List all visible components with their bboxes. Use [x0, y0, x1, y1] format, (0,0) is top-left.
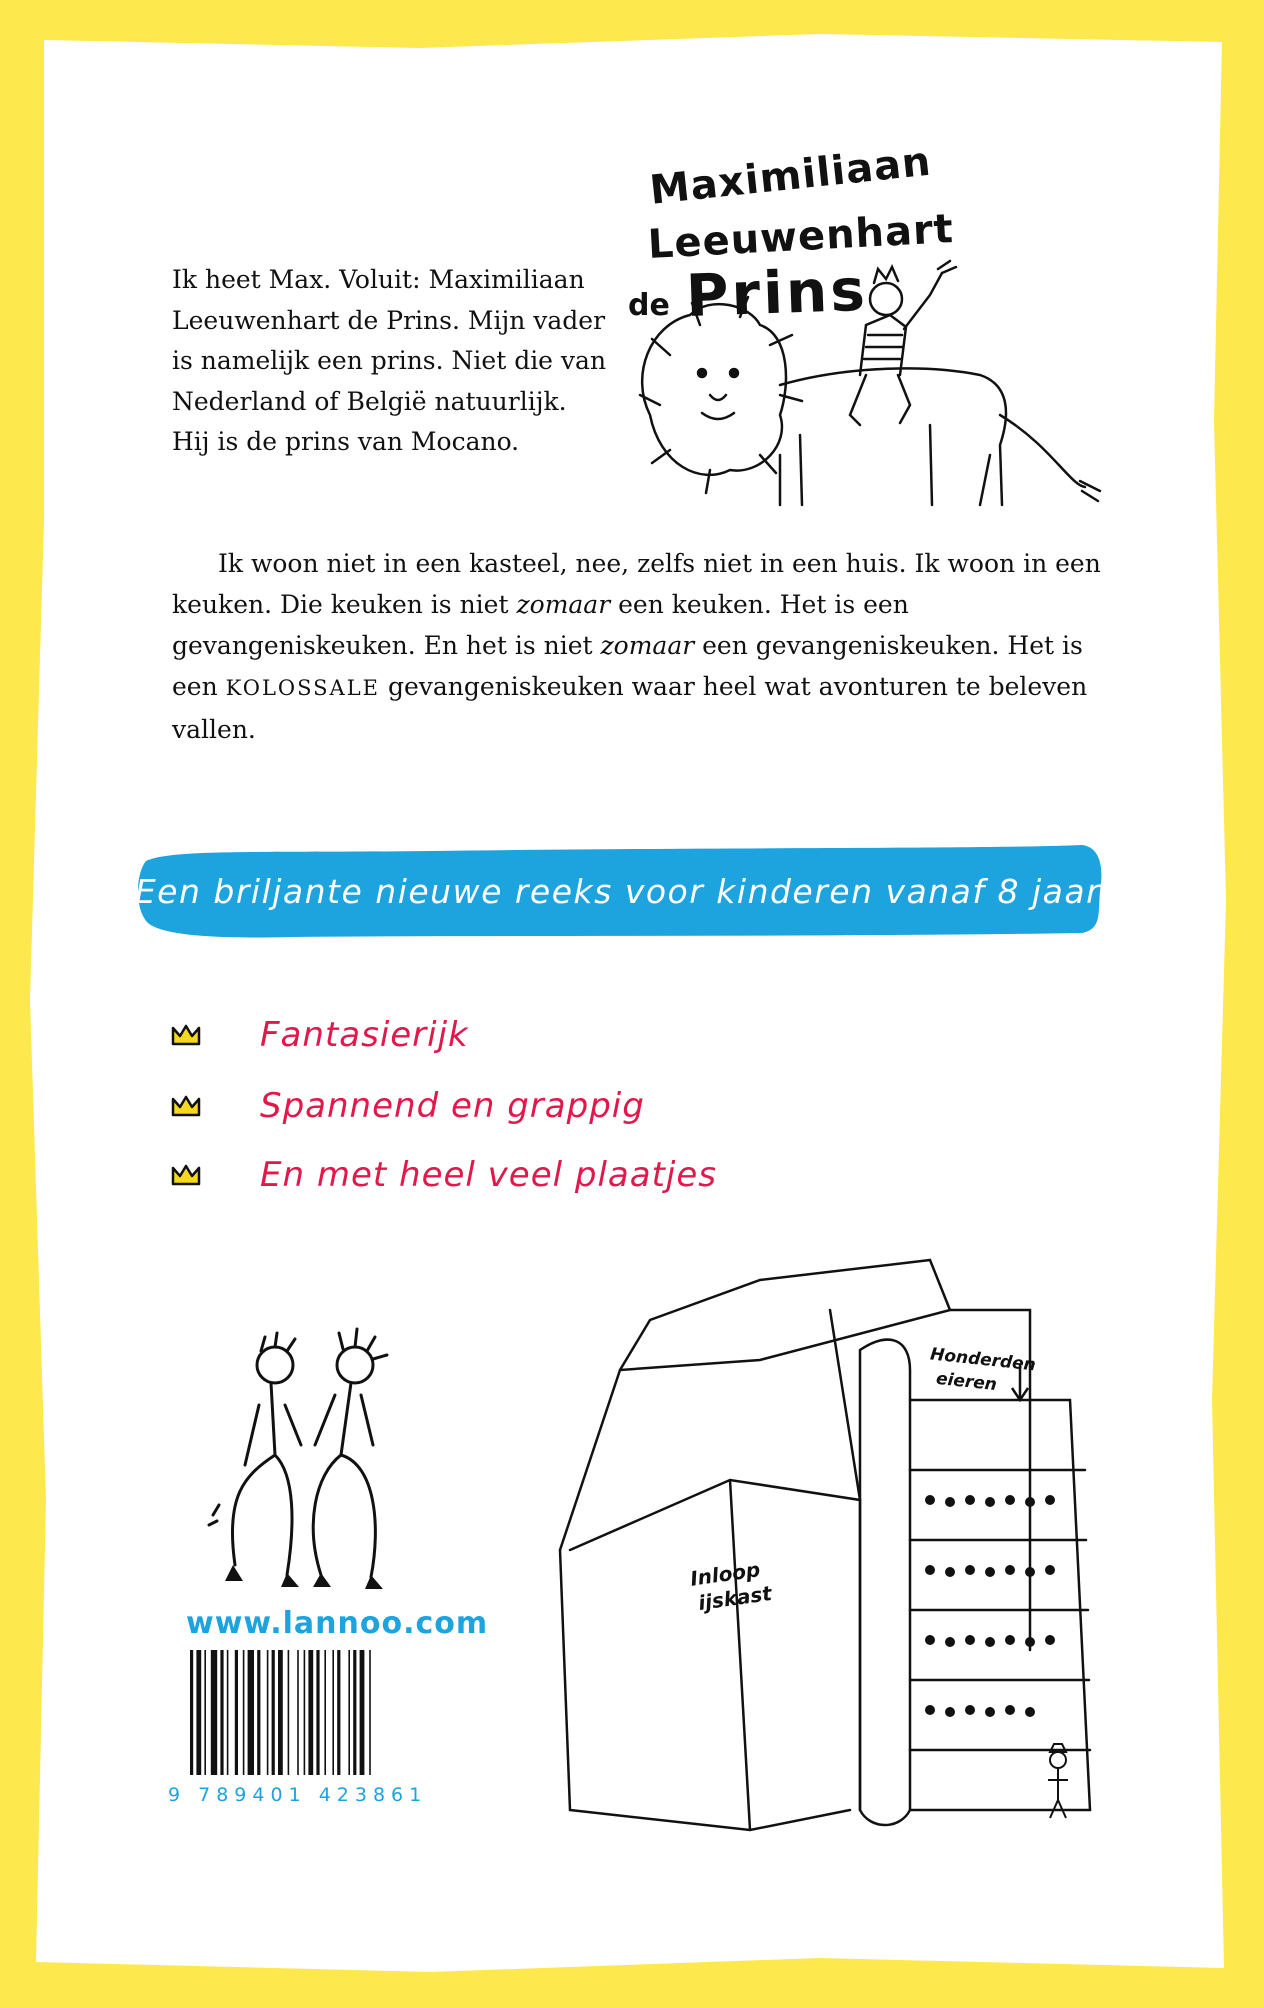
intro-paragraph-1: Ik heet Max. Voluit: Maximiliaan Leeuwenhart de Prins. Mijn vader is namelijk een prins. Niet die van Nederland of België natuurlijk. Hij is de prins van Mocano. — [172, 265, 607, 456]
crown-icon — [170, 1162, 202, 1188]
isbn-number: 9 789401 423861 — [168, 1784, 428, 1806]
intro-p2-emphasis-2: zomaar — [600, 631, 695, 660]
feature-item — [170, 1150, 717, 1200]
publisher-website-link[interactable]: www.lannoo.com — [186, 1606, 489, 1641]
intro-p2-emphasis-1: zomaar — [516, 590, 611, 619]
intro-p2-d: gevangeniskeuken waar heel wat avonturen te beleven vallen. — [172, 672, 1088, 744]
logo-maximiliaan: Maximiliaan — [647, 138, 934, 214]
logo-de: de — [628, 288, 670, 323]
fridge-label-ijskast: ijskast — [696, 1580, 774, 1616]
dancing-figures-illustration — [205, 1325, 445, 1595]
crown-icon — [170, 1022, 202, 1048]
intro-p2-kolossale: KOLOSSALE — [225, 676, 380, 700]
logo-leeuwenhart: Leeuwenhart — [646, 206, 955, 268]
feature-text: Fantasierijk — [260, 1015, 469, 1055]
walk-in-fridge-illustration — [530, 1250, 1120, 1840]
feature-item — [170, 1081, 645, 1131]
intro-p2-a: Ik woon niet in een kasteel, nee, zelfs niet in een huis. Ik woon in een keuken. Die keuken is niet — [172, 549, 1101, 619]
eggs-label-eieren: eieren — [935, 1368, 998, 1396]
feature-text: En met heel veel plaatjes — [260, 1155, 717, 1195]
intro-p2-b: een keuken. Het is een gevangeniskeuken. En het is niet — [172, 590, 909, 660]
lion-prince-illustration — [630, 255, 1110, 515]
crown-icon — [170, 1093, 202, 1119]
intro-p2-c: een gevangeniskeuken. Het is een — [172, 631, 1083, 701]
logo-prins: Prins — [684, 255, 869, 330]
barcode-icon — [190, 1650, 430, 1780]
fridge-label-inloop: Inloop — [688, 1557, 762, 1591]
feature-item — [170, 1010, 469, 1060]
intro-paragraph-2 — [172, 543, 1102, 750]
series-banner-text: Een briljante nieuwe reeks voor kinderen vanaf 8 jaar — [134, 871, 1102, 911]
eggs-label-honderden: Honderden — [929, 1344, 1037, 1376]
feature-text: Spannend en grappig — [260, 1086, 645, 1126]
